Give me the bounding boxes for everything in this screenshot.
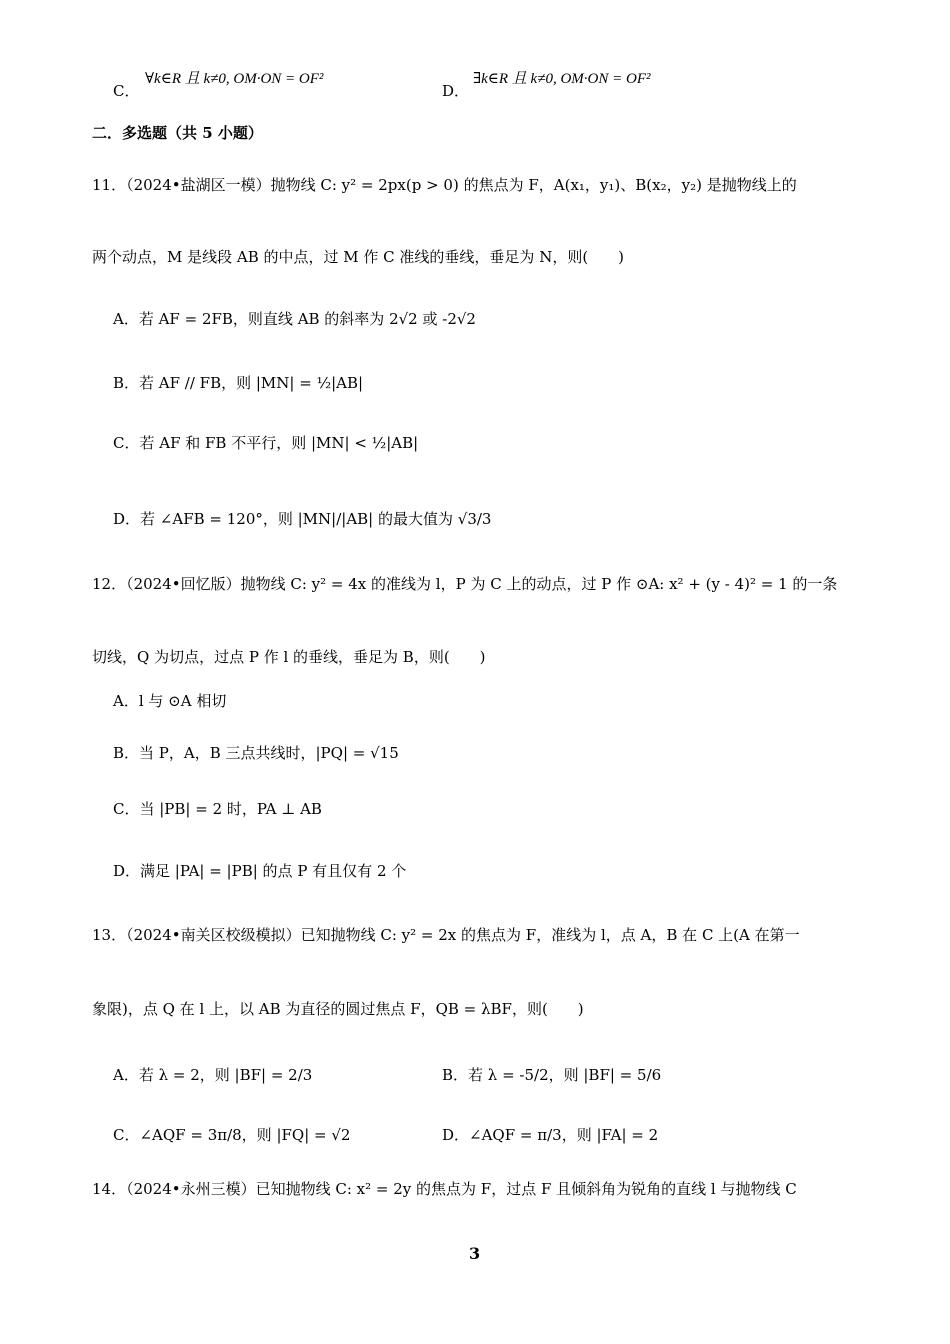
q13-option-a: A．若 λ = 2，则 |BF| = 2/3 (113, 1066, 313, 1084)
q13-stem-line1: 13．（2024•南关区校级模拟）已知抛物线 C: y² = 2x 的焦点为 F，准线为 l，点 A，B 在 C 上(A 在第一 (92, 926, 800, 944)
q11-stem-line1: 11．（2024•盐湖区一模）抛物线 C: y² = 2px(p > 0) 的焦点为 F，A(x₁，y₁)、B(x₂，y₂) 是抛物线上的 (92, 176, 797, 194)
q11-option-d: D．若 ∠AFB = 120°，则 |MN|/|AB| 的最大值为 √3/3 (113, 510, 492, 528)
q12-stem-line2: 切线，Q 为切点，过点 P 作 l 的垂线，垂足为 B，则( ) (92, 648, 486, 666)
q11-option-c: C．若 AF 和 FB 不平行，则 |MN| < ½|AB| (113, 434, 419, 452)
q12-option-c: C．当 |PB| = 2 时，PA ⊥ AB (113, 800, 322, 818)
q13-option-c: C．∠AQF = 3π/8，则 |FQ| = √2 (113, 1126, 351, 1144)
q14-stem-line1: 14．（2024•永州三模）已知抛物线 C: x² = 2y 的焦点为 F，过点 F 且倾斜角为锐角的直线 l 与抛物线 C (92, 1180, 797, 1198)
q13-stem-line2: 象限)，点 Q 在 l 上，以 AB 为直径的圆过焦点 F，QB = λBF，则( ) (92, 1000, 584, 1018)
section-title: 二．多选题（共 5 小题） (92, 124, 263, 142)
option-d-math: ∃k∈R 且 k≠0, OM·ON = OF² (473, 71, 651, 87)
q12-option-d: D．满足 |PA| = |PB| 的点 P 有且仅有 2 个 (113, 862, 407, 880)
option-c-label: C． (113, 82, 140, 100)
page-number: 3 (469, 1244, 481, 1263)
q13-option-d: D．∠AQF = π/3，则 |FA| = 2 (442, 1126, 659, 1144)
q13-option-b: B．若 λ = -5/2，则 |BF| = 5/6 (442, 1066, 662, 1084)
q12-option-b: B．当 P，A，B 三点共线时，|PQ| = √15 (113, 744, 399, 762)
q12-option-a: A．l 与 ⊙A 相切 (113, 692, 227, 710)
option-c-math: ∀k∈R 且 k≠0, OM·ON = OF² (145, 71, 324, 87)
q12-stem-line1: 12．（2024•回忆版）抛物线 C: y² = 4x 的准线为 l，P 为 C 上的动点，过 P 作 ⊙A: x² + (y - 4)² = 1 的一条 (92, 575, 838, 593)
option-d-label: D． (442, 82, 470, 100)
q11-option-b: B．若 AF // FB，则 |MN| = ½|AB| (113, 374, 364, 392)
q11-stem-line2: 两个动点，M 是线段 AB 的中点，过 M 作 C 准线的垂线，垂足为 N，则( ) (92, 248, 625, 266)
q11-option-a: A．若 AF = 2FB，则直线 AB 的斜率为 2√2 或 -2√2 (113, 310, 476, 328)
